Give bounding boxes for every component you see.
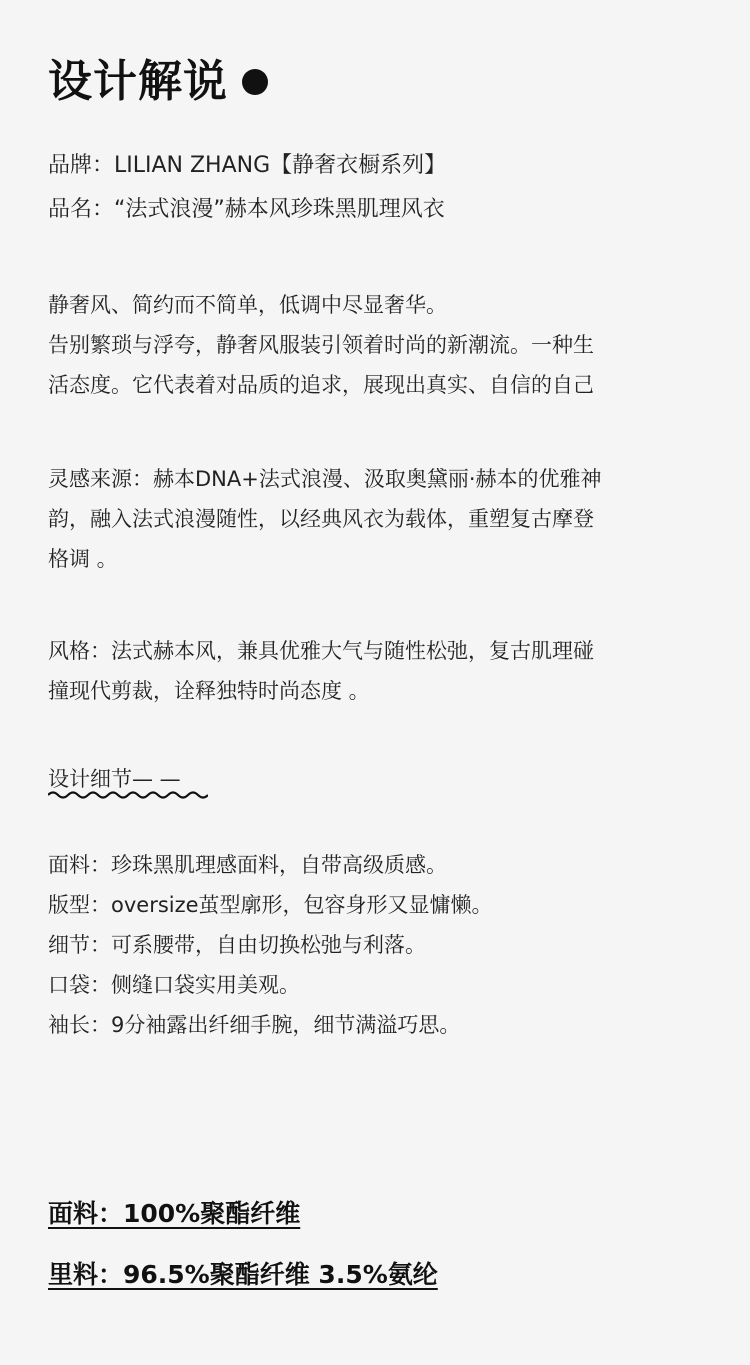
product-name-line: 品名：“法式浪漫”赫本风珍珠黑肌理风衣	[48, 197, 445, 222]
intro-line: 告别繁琐与浮夸，静奢风服装引领着时尚的新潮流。一种生	[48, 333, 594, 357]
outer-fabric-composition: 面料：100%聚酯纤维	[48, 1199, 301, 1228]
title-row	[48, 52, 268, 112]
detail-item: 面料：珍珠黑肌理感面料，自带高级质感。	[48, 853, 447, 877]
detail-item: 版型：oversize茧型廓形，包容身形又显慵懒。	[48, 893, 493, 917]
brand-line: 品牌：LILIAN ZHANG【静奢衣橱系列】	[48, 153, 447, 178]
style-line: 风格：法式赫本风，兼具优雅大气与随性松弛，复古肌理碰	[48, 639, 594, 663]
style-line: 撞现代剪裁，诠释独特时尚态度 。	[48, 679, 370, 703]
inspiration-paragraph	[48, 459, 708, 579]
wavy-underline-icon	[48, 788, 208, 802]
details-heading: 设计细节— —	[48, 767, 181, 791]
details-list	[48, 845, 708, 1045]
inspiration-line: 韵，融入法式浪漫随性，以经典风衣为载体，重塑复古摩登	[48, 507, 594, 531]
detail-item: 口袋：侧缝口袋实用美观。	[48, 973, 300, 997]
style-paragraph	[48, 631, 708, 711]
inspiration-line: 灵感来源：赫本DNA+法式浪漫、汲取奥黛丽·赫本的优雅神	[48, 467, 602, 491]
detail-item: 细节：可系腰带，自由切换松弛与利落。	[48, 933, 426, 957]
intro-line: 活态度。它代表着对品质的追求，展现出真实、自信的自己	[48, 373, 594, 397]
brand-info	[48, 144, 708, 232]
inspiration-line: 格调 。	[48, 547, 118, 571]
intro-line: 静奢风、简约而不简单，低调中尽显奢华。	[48, 293, 447, 317]
title-bullet-icon	[242, 69, 268, 95]
detail-item: 袖长：9分袖露出纤细手腕，细节满溢巧思。	[48, 1013, 461, 1037]
intro-paragraph	[48, 285, 708, 405]
lining-fabric-composition: 里料：96.5%聚酯纤维 3.5%氨纶	[48, 1260, 438, 1289]
page-title: 设计解说	[48, 56, 228, 107]
